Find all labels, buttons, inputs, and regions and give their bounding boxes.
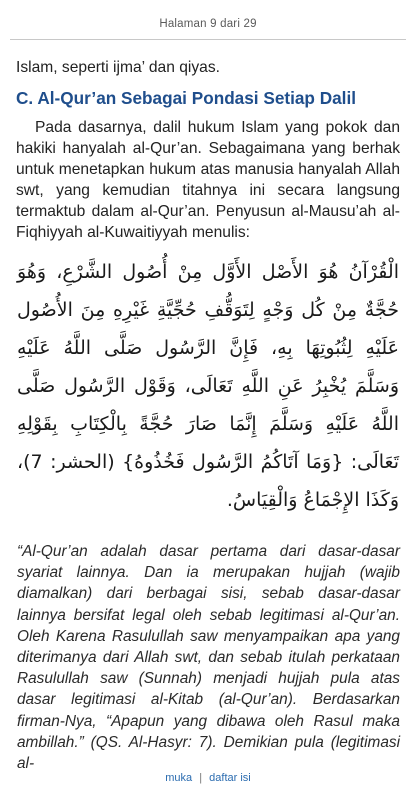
page-indicator: Halaman 9 dari 29 (159, 18, 257, 30)
section-heading: C. Al-Qur’an Sebagai Pondasi Setiap Dalil (16, 88, 357, 108)
lead-line: Islam, seperti ijma’ dan qiyas. (16, 59, 220, 76)
footer-nav (0, 772, 416, 784)
page-content (16, 52, 400, 774)
footer-separator: | (199, 772, 203, 784)
header-divider (10, 39, 406, 40)
body-paragraph: Pada dasarnya, dalil hukum Islam yang pokok dan hakiki hanyalah al-Qur’an. Sebagaimana yang berhak untuk menetapkan hukum atas manusia hanyalah Allah swt, yang kemudian titahnya ini secara langsung termaktub dalam al-Qur’an. Penyusun al-Mausu’ah al-Fiqhiyyah al-Kuwaitiyyah menulis: (16, 119, 400, 241)
translation-quote: “Al-Qur’an adalah dasar pertama dari dasar-dasar syariat lainnya. Dan ia merupakan hujjah (wajib diamalkan) dari berbagai sisi, sebab dasar-dasar lainnya bersifat legal oleh sebab legitimasi al-Qur’an. Oleh Karena Rasulullah saw menyampaikan apa yang diterimanya dari Allah swt, dan sebab itulah perkataan Rasulullah saw (Sunnah) menjadi hujjah pula atas dasar legitimasi al-Kitab (al-Qur’an). Berdasarkan firman-Nya, “Apapun yang dibawa oleh Rasul maka ambillah.” (QS. Al-Hasyr: 7). Demikian pula (legitimasi al- (17, 543, 400, 773)
page-header (0, 0, 416, 40)
toc-link[interactable]: daftar isi (209, 772, 251, 784)
home-link[interactable]: muka (165, 772, 193, 784)
arabic-quotation: الْقُرْآنُ هُوَ الأَصْل الأَوَّل مِنْ أُصُول الشَّرْعِ، وَهُوَ حُجَّةٌ مِنْ كُل وَجْهٍ لِتَوَقُّفِ حُجِّيَّةِ غَيْرِهِ مِنَ الأُصُول عَلَيْهِ لِثُبُوتِهَا بِهِ، فَإِنَّ الرَّسُول صَلَّى اللَّهُ عَلَيْهِ وَسَلَّمَ يُخْبِرُ عَنِ اللَّهِ تَعَالَى، وَقَوْل الرَّسُول صَلَّى اللَّهُ عَلَيْهِ وَسَلَّمَ إِنَّمَا صَارَ حُجَّةً بِالْكِتَابِ بِقَوْلِهِ تَعَالَى: {وَمَا آتَاكُمُ الرَّسُول فَخُذُوهُ} (الحشر: 7)، وَكَذَا الإِجْمَاعُ وَالْقِيَاسُ. (17, 261, 399, 511)
